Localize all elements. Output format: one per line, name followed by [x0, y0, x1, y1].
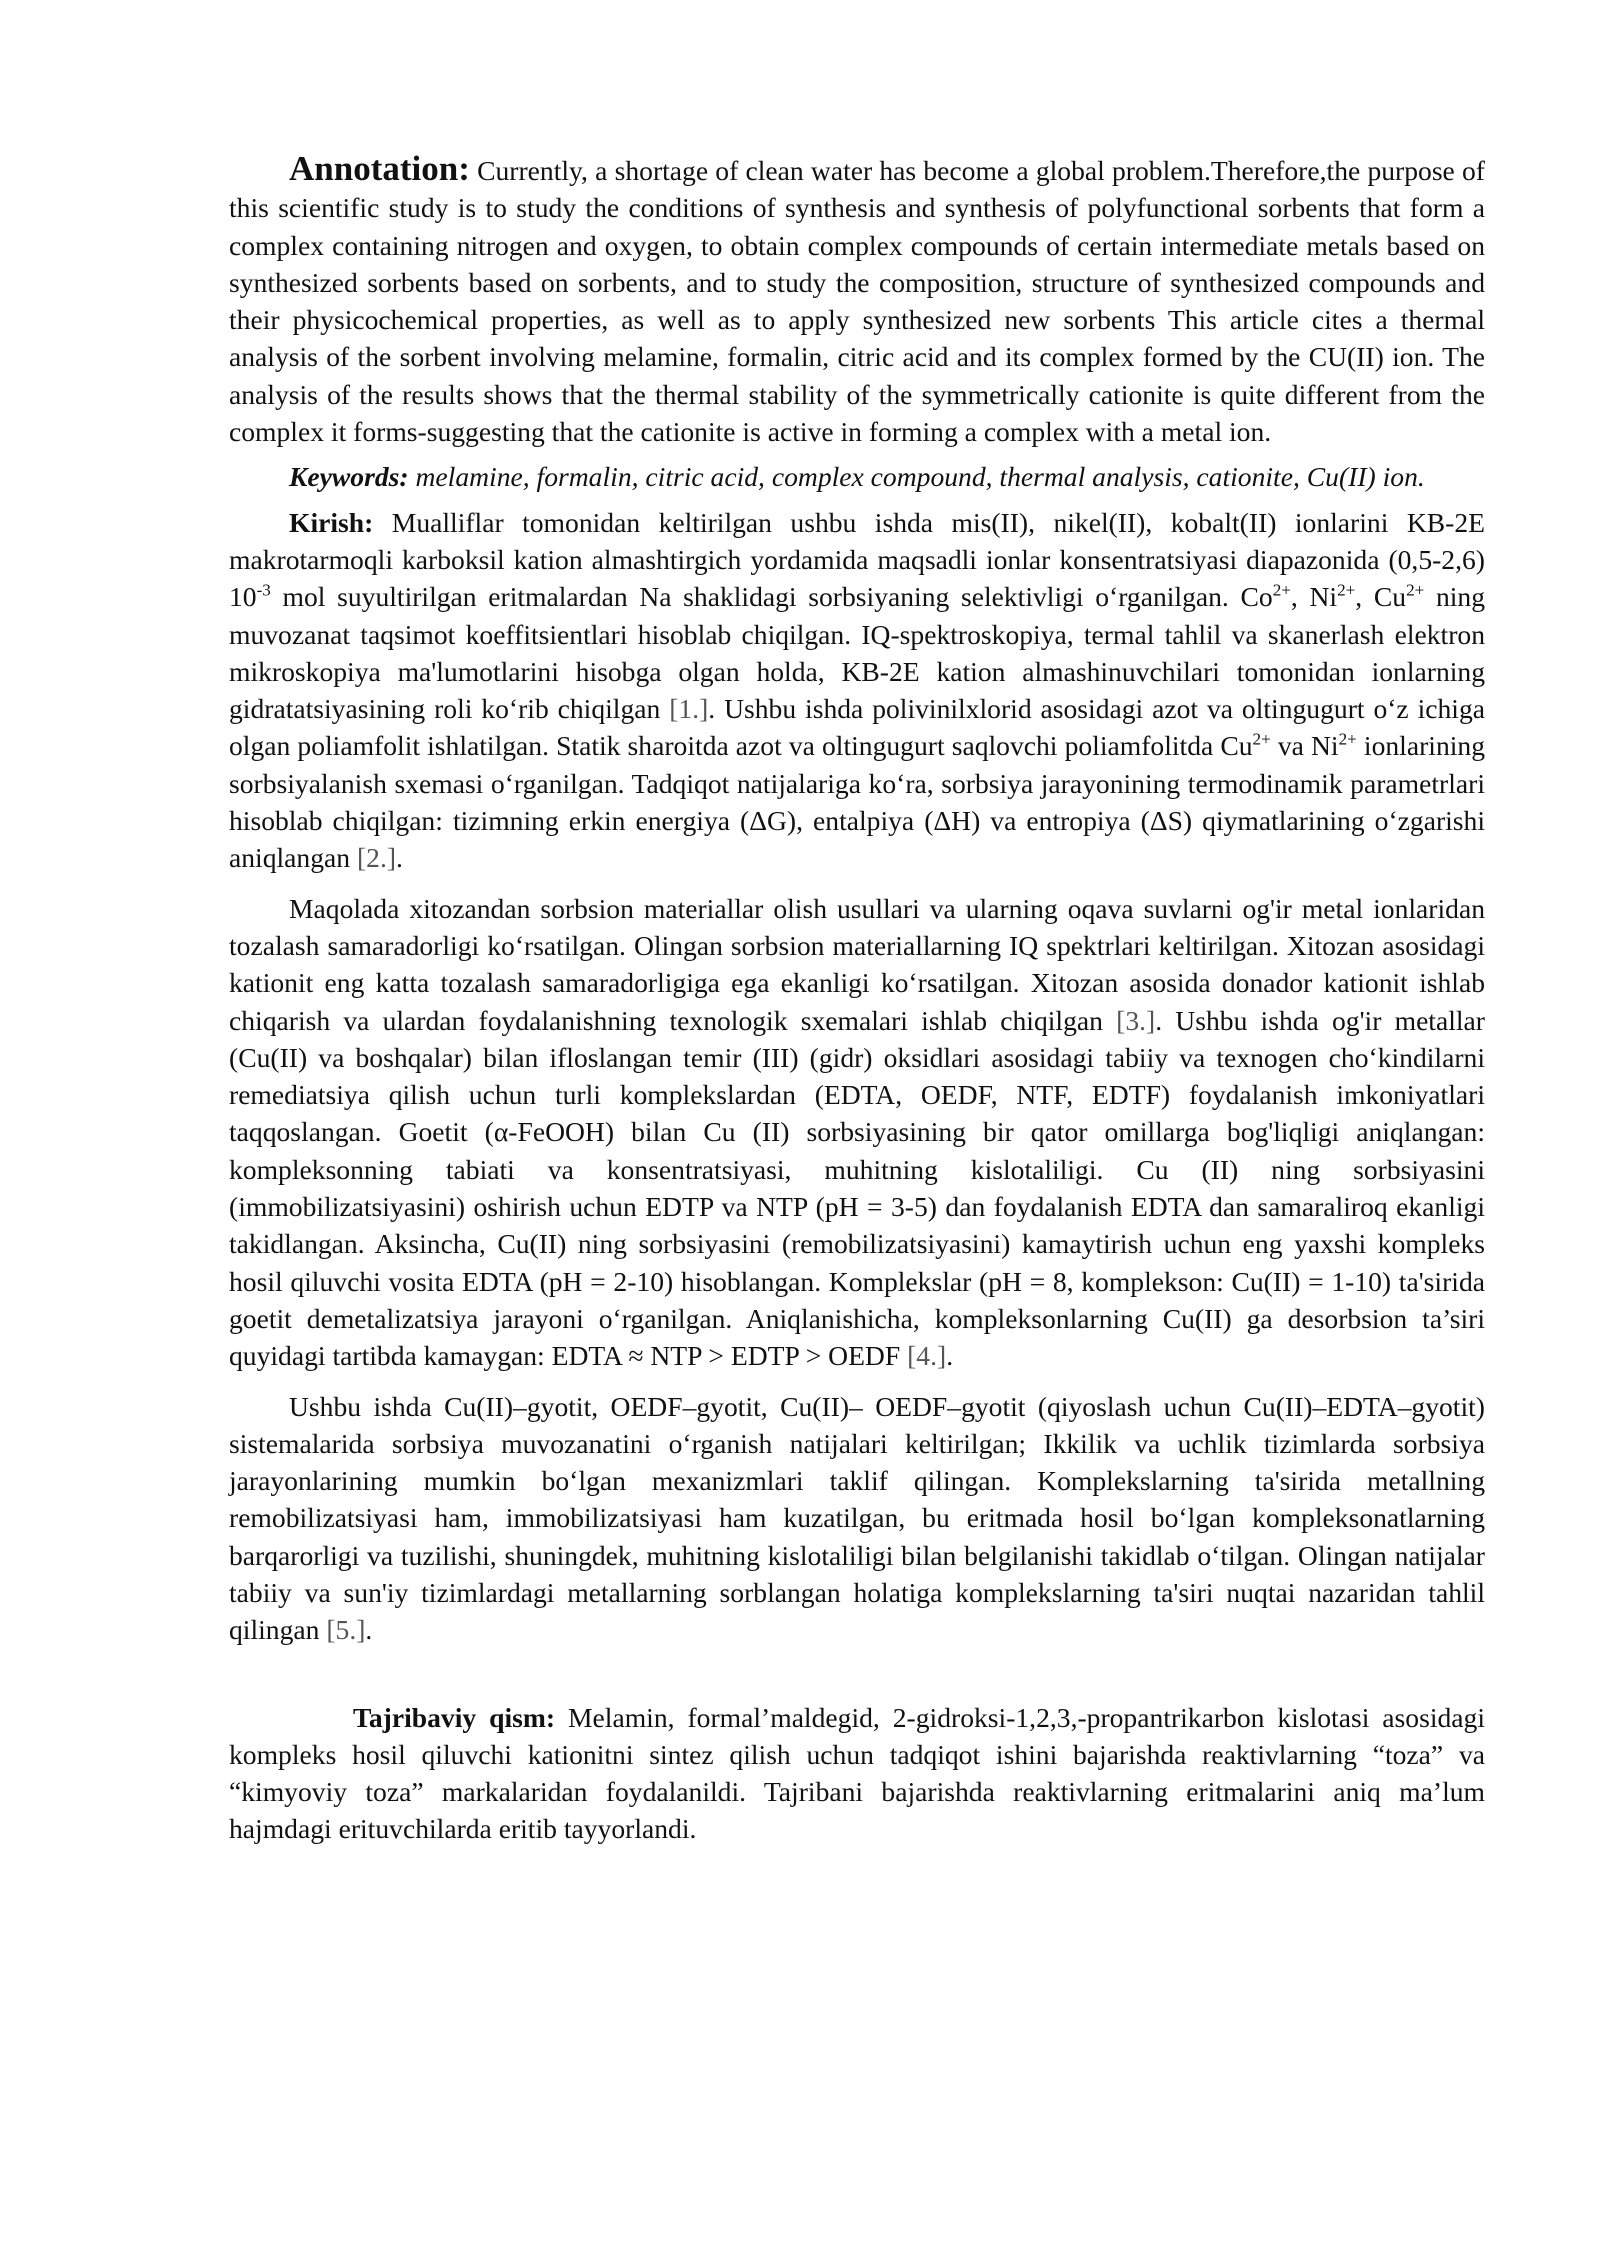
citation-ref-3: [3.]: [1116, 1004, 1156, 1036]
kirish-text: .: [396, 842, 403, 874]
kirish-text: ionlarining sorbsiyalanish sxemasi o‘rganilgan. Tadqiqot natijalariga ko‘ra, sorbsiya jarayonining termodinamik parametrlari hisoblab chiqilgan: tizimning erkin energiya (ΔG), entalpiya (ΔH) va entropiya (ΔS) qiymatlarining o‘zgarishi aniqlangan: [229, 730, 1486, 874]
citation-ref-4: [4.]: [907, 1340, 947, 1372]
keywords-text: melamine, formalin, citric acid, complex compound, thermal analysis, cationite, Cu(II) ion.: [415, 461, 1425, 493]
annotation-text: Currently, a shortage of clean water has become a global problem.Therefore,the purpose of this scientific study is to study the conditions of synthesis and synthesis of polyfunctional sorbents that form a complex containing nitrogen and oxygen, to obtain complex compounds of certain intermediate metals based on synthesized sorbents based on sorbents, and to study the composition, structure of synthesized compounds and their physicochemical properties, as well as to apply synthesized new sorbents This article cites a thermal analysis of the sorbent involving melamine, formalin, citric acid and its complex formed by the CU(II) ion. The analysis of the results shows that the thermal stability of the symmetrically cationite is quite different from the complex it forms-suggesting that the cationite is active in forming a complex with a metal ion.: [229, 155, 1485, 448]
kirish-text: , Ni: [1290, 581, 1338, 613]
body-paragraph-2: [229, 890, 1485, 1375]
paragraph-text: .: [946, 1340, 954, 1372]
keywords-paragraph: [229, 458, 1485, 495]
kirish-text: . Ushbu ishda polivinilxlorid asosidagi azot va oltingugurt o‘z ichiga olgan poliamfolit ishlatilgan. Statik sharoitda azot va oltingugurt saqlovchi poliamfolitda Cu: [229, 693, 1485, 762]
superscript: -3: [256, 580, 271, 600]
kirish-text: Mualliflar tomonidan keltirilgan ushbu ishda mis(II), nikel(II), kobalt(II) ionlarini KB-2E makrotarmoqli karboksil kation almashtirgich yordamida maqsadli ionlar konsentratsiyasi diapazonida (0,5-2,6) 10: [229, 506, 1485, 613]
tajribaviy-heading: Tajribaviy qism:: [353, 1701, 556, 1733]
tajribaviy-paragraph: [229, 1699, 1485, 1848]
paragraph-text: Ushbu ishda Cu(II)–gyotit, OEDF–gyotit, Cu(II)– OEDF–gyotit (qiyoslash uchun Cu(II)–EDTA–gyotit) sistemalarida sorbsiya muvozanatini o‘rganish natijalari keltirilgan; Ikkilik va uchlik tizimlarda sorbsiya jarayonlarining mumkin bo‘lgan mexanizmlari taklif qilingan. Komplekslarning ta'sirida metallning remobilizatsiyasi ham, immobilizatsiyasi ham kuzatilgan, bu eritmada hosil bo‘lgan kompleksonatlarning barqarorligi va tuzilishi, shuningdek, muhitning kislotaliligi bilan belgilanishi takidlab o‘tilgan. Olingan natijalar tabiiy va sun'iy tizimlardagi metallarning sorblangan holatiga komplekslarning ta'siri nuqtai nazaridan tahlil qilingan: [229, 1390, 1485, 1646]
superscript: 2+: [1338, 729, 1357, 749]
superscript: 2+: [1252, 729, 1271, 749]
kirish-heading: Kirish:: [289, 506, 374, 538]
paragraph-text: Maqolada xitozandan sorbsion materiallar olish usullari va ularning oqava suvlarni og'ir metal ionlaridan tozalash samaradorligi ko‘rsatilgan. Olingan sorbsion materiallarning IQ spektrlari keltirilgan. Xitozan asosidagi kationit eng katta tozalash samaradorligiga ega ekanligi ko‘rsatilgan. Xitozan asosida donador kationit ishlab chiqarish va ulardan foydalanishning texnologik sxemalari ishlab chiqilgan: [229, 892, 1485, 1036]
kirish-text: , Cu: [1355, 581, 1407, 613]
superscript: 2+: [1272, 580, 1291, 600]
keywords-heading: Keywords:: [289, 461, 409, 493]
superscript: 2+: [1337, 580, 1356, 600]
paragraph-text: . Ushbu ishda og'ir metallar (Cu(II) va boshqalar) bilan ifloslangan temir (III) (gidr) oksidlari asosidagi tabiiy va texnogen cho‘kindilarni remediatsiya qilish uchun turli komplekslardan (EDTA, OEDF, NTF, EDTF) foydalanish imkoniyatlari taqqoslangan. Goetit (α-FeOOH) bilan Cu (II) sorbsiyasining bir qator omillarga bog'liqligi aniqlangan: kompleksonning tabiati va konsentratsiyasi, muhitning kislotaliligi. Cu (II) ning sorbsiyasini (immobilizatsiyasini) oshirish uchun EDTP va NTP (pH = 3-5) dan foydalanish EDTA dan samaraliroq ekanligi takidlangan. Aksincha, Cu(II) ning sorbsiyasini (remobilizatsiyasini) kamaytirish uchun eng yaxshi kompleks hosil qiluvchi vosita EDTA (pH = 2-10) hisoblangan. Komplekslar (pH = 8, komplekson: Cu(II) = 1-10) ta'sirida goetit demetalizatsiya jarayoni o‘rganilgan. Aniqlanishicha, kompleksonlarning Cu(II) ga desorbsion ta’siri quyidagi tartibda kamaygan: EDTA ≈ NTP > EDTP > OEDF: [229, 1004, 1485, 1372]
body-paragraph-3: [229, 1388, 1485, 1649]
annotation-heading: Annotation:: [289, 149, 470, 188]
superscript: 2+: [1406, 580, 1425, 600]
citation-ref-1: [1.]: [669, 693, 709, 725]
kirish-text: ning muvozanat taqsimot koeffitsientlari hisoblab chiqilgan. IQ-spektroskopiya, termal tahlil va skanerlash elektron mikroskopiya ma'lumotlarini hisobga olgan holda, KB-2E kation almashinuvchilari tomonidan ionlarning gidratatsiyasining roli ko‘rib chiqilgan: [229, 581, 1485, 725]
citation-ref-5: [5.]: [326, 1614, 366, 1646]
annotation-paragraph: [229, 150, 1485, 450]
paragraph-text: .: [365, 1614, 373, 1646]
citation-ref-2: [2.]: [356, 842, 397, 874]
kirish-paragraph: [229, 504, 1485, 877]
tajribaviy-text: Melamin, formal’maldegid, 2-gidroksi-1,2,3,-propantrikarbon kislotasi asosidagi kompleks hosil qiluvchi kationitni sintez qilish uchun tadqiqot ishini bajarishda reaktivlarning “toza” va “kimyoviy toza” markalaridan foydalanildi. Tajribani bajarishda reaktivlarning eritmalarini aniq ma’lum hajmdagi erituvchilarda eritib tayyorlandi.: [229, 1701, 1486, 1845]
document-page: [229, 150, 1485, 1861]
kirish-text: mol suyultirilgan eritmalardan Na shaklidagi sorbsiyaning selektivligi o‘rganilgan. Co: [270, 581, 1273, 613]
kirish-text: va Ni: [1270, 730, 1339, 762]
